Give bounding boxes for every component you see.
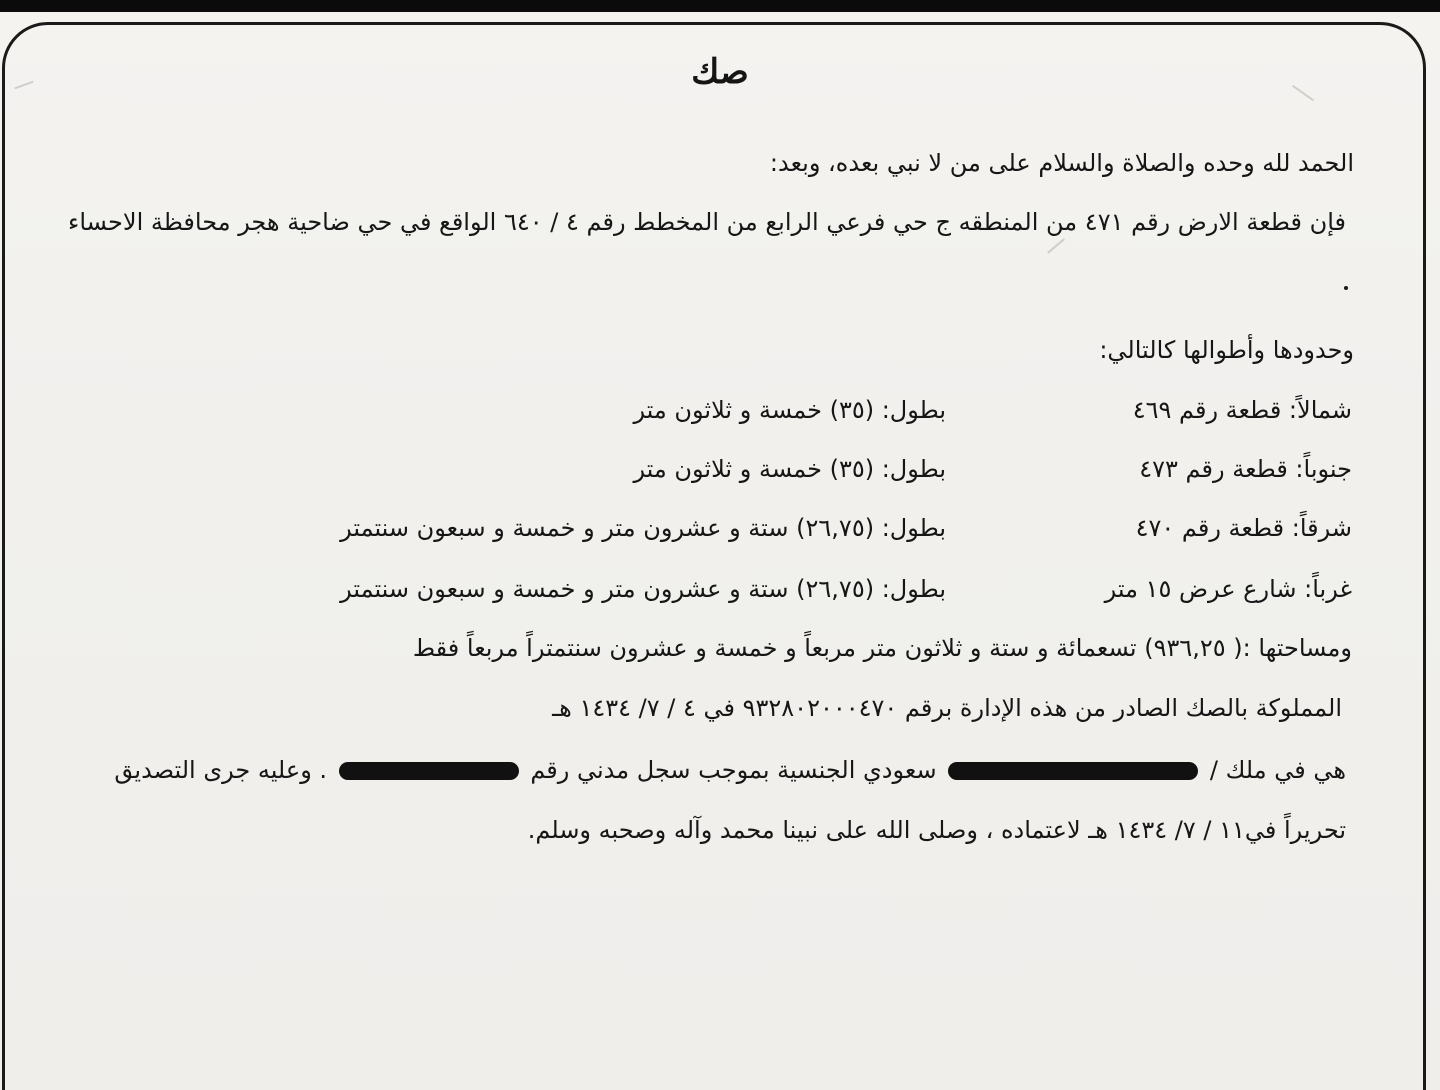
owner-prefix: هي في ملك / (1209, 756, 1346, 784)
boundary-west-direction: غرباً: شارع عرض ١٥ متر (1104, 575, 1352, 603)
boundary-north-length: بطول: (٣٥) خمسة و ثلاثون متر (633, 396, 946, 424)
owner-line (114, 754, 1346, 786)
boundary-south-length: بطول: (٣٥) خمسة و ثلاثون متر (633, 455, 946, 483)
intro-line: الحمد لله وحده والصلاة والسلام على من لا نبي بعده، وبعد: (769, 149, 1354, 177)
document-border (2, 22, 1426, 1090)
plot-description-line: فإن قطعة الارض رقم ٤٧١ من المنطقه ج حي فرعي الرابع من المخطط رقم ٤ / ٦٤٠ الواقع في حي ضاحية هجر محافظة الاحساء (68, 208, 1346, 236)
document-title: صك (691, 52, 749, 92)
area-line: ومساحتها :( ٩٣٦,٢٥) تسعمائة و ستة و ثلاثون متر مربعاً و خمسة و عشرون سنتمتراً مربعاً فقط (412, 634, 1352, 662)
boundary-west-length: بطول: (٢٦,٧٥) ستة و عشرون متر و خمسة و سبعون سنتمتر (340, 575, 946, 603)
owner-nationality: سعودي الجنسية بموجب سجل مدني رقم (530, 756, 937, 784)
redacted-owner-name (948, 762, 1198, 780)
boundary-north-direction: شمالاً: قطعة رقم ٤٦٩ (1132, 396, 1352, 424)
deed-reference-line: المملوكة بالصك الصادر من هذه الإدارة برقم ٩٣٢٨٠٢٠٠٠٤٧٠ في ٤ / ٧/ ١٤٣٤ هـ (552, 694, 1342, 722)
period-mark (1344, 286, 1348, 290)
certification-text: . وعليه جرى التصديق (114, 756, 328, 784)
boundary-east-direction: شرقاً: قطعة رقم ٤٧٠ (1135, 514, 1352, 542)
redacted-id-number (339, 762, 519, 780)
closing-line: تحريراً في١١ / ٧/ ١٤٣٤ هـ لاعتماده ، وصلى الله على نبينا محمد وآله وصحبه وسلم. (527, 816, 1346, 844)
boundary-south-direction: جنوباً: قطعة رقم ٤٧٣ (1139, 455, 1352, 483)
boundaries-heading: وحدودها وأطوالها كالتالي: (1099, 336, 1354, 364)
boundary-east-length: بطول: (٢٦,٧٥) ستة و عشرون متر و خمسة و سبعون سنتمتر (340, 514, 946, 542)
